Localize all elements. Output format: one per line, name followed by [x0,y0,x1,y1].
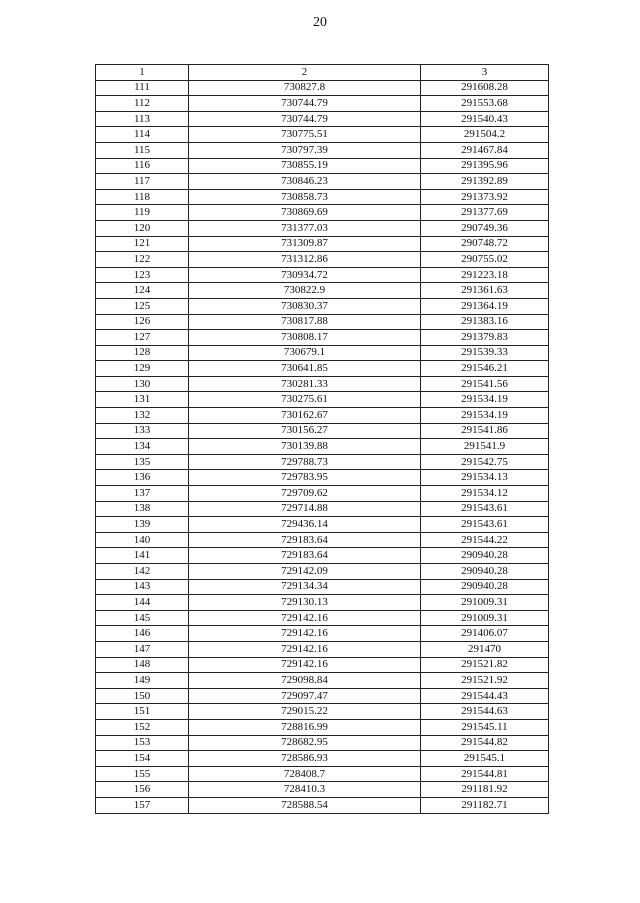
table-row [96,610,549,626]
table-cell: 731377.03 [189,220,421,236]
table-cell: 291544.43 [421,688,549,704]
table-cell: 291540.43 [421,111,549,127]
table-cell: 291544.63 [421,704,549,720]
table-cell: 730855.19 [189,158,421,174]
table-cell: 730641.85 [189,361,421,377]
table-row [96,142,549,158]
table-cell: 729130.13 [189,595,421,611]
table-row [96,782,549,798]
table-cell: 729142.16 [189,657,421,673]
table-cell: 291534.13 [421,470,549,486]
table-cell: 122 [96,252,189,268]
table-cell: 291379.83 [421,330,549,346]
table-cell: 729183.64 [189,532,421,548]
table-cell: 116 [96,158,189,174]
table-row [96,345,549,361]
table-cell: 112 [96,96,189,112]
table-cell: 143 [96,579,189,595]
table-row [96,376,549,392]
table-row [96,205,549,221]
table-cell: 291545.11 [421,719,549,735]
table-cell: 114 [96,127,189,143]
table-cell: 140 [96,532,189,548]
table-cell: 291544.81 [421,766,549,782]
table-cell: 728586.93 [189,751,421,767]
table-cell: 133 [96,423,189,439]
table-cell: 134 [96,439,189,455]
table-cell: 151 [96,704,189,720]
table-row [96,470,549,486]
table-cell: 291541.56 [421,376,549,392]
table-cell: 731312.86 [189,252,421,268]
table-cell: 729142.16 [189,626,421,642]
table-cell: 291504.2 [421,127,549,143]
table-cell: 291521.82 [421,657,549,673]
table-cell: 291553.68 [421,96,549,112]
table-cell: 730817.88 [189,314,421,330]
table-cell: 131 [96,392,189,408]
table-cell: 729436.14 [189,517,421,533]
table-cell: 115 [96,142,189,158]
table-cell: 729098.84 [189,673,421,689]
table-cell: 146 [96,626,189,642]
table-cell: 730744.79 [189,96,421,112]
table-cell: 144 [96,595,189,611]
table-row [96,80,549,96]
table-row [96,283,549,299]
table-cell: 291534.12 [421,486,549,502]
column-header: 2 [189,65,421,81]
table-cell: 113 [96,111,189,127]
table-cell: 150 [96,688,189,704]
table-cell: 119 [96,205,189,221]
table-row [96,517,549,533]
table-cell: 155 [96,766,189,782]
table-cell: 291467.84 [421,142,549,158]
table-row [96,158,549,174]
table-row [96,189,549,205]
table-cell: 291544.22 [421,532,549,548]
table-cell: 291541.9 [421,439,549,455]
table-cell: 120 [96,220,189,236]
table-cell: 117 [96,174,189,190]
table-row [96,361,549,377]
table-cell: 153 [96,735,189,751]
table-row [96,532,549,548]
table-cell: 730275.61 [189,392,421,408]
table-row [96,486,549,502]
table-cell: 291395.96 [421,158,549,174]
table-row [96,564,549,580]
table-row [96,704,549,720]
table-cell: 291182.71 [421,797,549,813]
table-row [96,548,549,564]
table-row [96,688,549,704]
table-row [96,735,549,751]
table-cell: 729142.16 [189,610,421,626]
table-cell: 291534.19 [421,392,549,408]
table-cell: 731309.87 [189,236,421,252]
table-row [96,673,549,689]
table-cell: 291373.92 [421,189,549,205]
table-cell: 139 [96,517,189,533]
table-cell: 291521.92 [421,673,549,689]
table-row [96,719,549,735]
table-cell: 291361.63 [421,283,549,299]
table-cell: 118 [96,189,189,205]
table-cell: 290748.72 [421,236,549,252]
table-cell: 291009.31 [421,610,549,626]
table-cell: 729183.64 [189,548,421,564]
table-cell: 729142.09 [189,564,421,580]
table-cell: 145 [96,610,189,626]
table-cell: 291009.31 [421,595,549,611]
table-cell: 126 [96,314,189,330]
table-cell: 290749.36 [421,220,549,236]
table-cell: 730679.1 [189,345,421,361]
table-cell: 291223.18 [421,267,549,283]
table-cell: 291546.21 [421,361,549,377]
page-number: 20 [313,15,327,30]
table-row [96,423,549,439]
table-cell: 730830.37 [189,298,421,314]
table-cell: 730162.67 [189,408,421,424]
table-cell: 291539.33 [421,345,549,361]
table-cell: 130 [96,376,189,392]
table-row [96,454,549,470]
table-cell: 142 [96,564,189,580]
table-cell: 729714.88 [189,501,421,517]
table-cell: 291383.16 [421,314,549,330]
table-cell: 730934.72 [189,267,421,283]
table-cell: 730822.9 [189,283,421,299]
table-cell: 111 [96,80,189,96]
table-row [96,314,549,330]
table-cell: 730869.69 [189,205,421,221]
table-cell: 729142.16 [189,641,421,657]
table-cell: 291542.75 [421,454,549,470]
table-cell: 290755.02 [421,252,549,268]
table-cell: 291544.82 [421,735,549,751]
table-cell: 730808.17 [189,330,421,346]
table-cell: 291470 [421,641,549,657]
table-cell: 728588.54 [189,797,421,813]
table-row [96,174,549,190]
table-row [96,330,549,346]
table-cell: 729015.22 [189,704,421,720]
table-cell: 290940.28 [421,548,549,564]
table-cell: 157 [96,797,189,813]
table-cell: 730281.33 [189,376,421,392]
table-cell: 730744.79 [189,111,421,127]
table-cell: 125 [96,298,189,314]
table-cell: 729134.34 [189,579,421,595]
table-cell: 728816.99 [189,719,421,735]
table-cell: 290940.28 [421,579,549,595]
table-cell: 154 [96,751,189,767]
table-row [96,111,549,127]
table-cell: 290940.28 [421,564,549,580]
table-row [96,220,549,236]
table-cell: 156 [96,782,189,798]
table-row [96,751,549,767]
table-cell: 137 [96,486,189,502]
table-cell: 148 [96,657,189,673]
table-row [96,392,549,408]
table-row [96,298,549,314]
table-row [96,797,549,813]
table-header-row [96,65,549,81]
table-row [96,96,549,112]
table-cell: 135 [96,454,189,470]
table-cell: 147 [96,641,189,657]
table-cell: 149 [96,673,189,689]
table-cell: 121 [96,236,189,252]
table-row [96,626,549,642]
table-cell: 123 [96,267,189,283]
table-cell: 729788.73 [189,454,421,470]
table-row [96,579,549,595]
table-cell: 128 [96,345,189,361]
table-cell: 291181.92 [421,782,549,798]
table-cell: 291543.61 [421,517,549,533]
table-cell: 291608.28 [421,80,549,96]
table-row [96,236,549,252]
table-cell: 291545.1 [421,751,549,767]
table-body [96,80,549,813]
table-row [96,127,549,143]
table-row [96,595,549,611]
table-row [96,766,549,782]
table-cell: 291406.07 [421,626,549,642]
table-cell: 127 [96,330,189,346]
table-cell: 730846.23 [189,174,421,190]
table-cell: 291541.86 [421,423,549,439]
table-cell: 136 [96,470,189,486]
table-cell: 152 [96,719,189,735]
table-cell: 729709.62 [189,486,421,502]
table-cell: 129 [96,361,189,377]
table-cell: 730156.27 [189,423,421,439]
table-cell: 730797.39 [189,142,421,158]
table-cell: 730827.8 [189,80,421,96]
table-row [96,641,549,657]
table-cell: 729097.47 [189,688,421,704]
table-cell: 291543.61 [421,501,549,517]
table-cell: 729783.95 [189,470,421,486]
table-row [96,408,549,424]
coordinates-table [95,64,549,814]
table-cell: 291364.19 [421,298,549,314]
table-row [96,501,549,517]
table-cell: 291392.89 [421,174,549,190]
table-row [96,252,549,268]
table-cell: 730139.88 [189,439,421,455]
table-cell: 291377.69 [421,205,549,221]
table-row [96,657,549,673]
table-cell: 728408.7 [189,766,421,782]
table-cell: 728682.95 [189,735,421,751]
table-row [96,267,549,283]
column-header: 1 [96,65,189,81]
table-cell: 730775.51 [189,127,421,143]
table-cell: 730858.73 [189,189,421,205]
table-cell: 132 [96,408,189,424]
table-cell: 138 [96,501,189,517]
column-header: 3 [421,65,549,81]
table-cell: 141 [96,548,189,564]
table-row [96,439,549,455]
table-cell: 291534.19 [421,408,549,424]
table-cell: 124 [96,283,189,299]
table-cell: 728410.3 [189,782,421,798]
